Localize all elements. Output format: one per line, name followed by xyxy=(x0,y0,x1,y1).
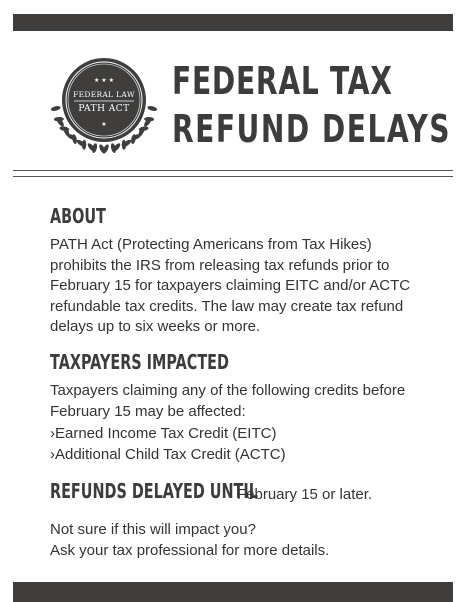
impacted-heading: TAXPAYERS IMPACTED xyxy=(50,350,229,374)
credit-list-item: ›Additional Child Tax Credit (ACTC) xyxy=(50,445,286,463)
about-line: February 15 for taxpayers claiming EITC and/or ACTC xyxy=(50,277,411,295)
laurel-leaf-icon xyxy=(82,140,87,150)
impacted-text xyxy=(50,381,450,465)
divider xyxy=(13,176,453,177)
laurel-leaf-icon xyxy=(144,117,154,122)
divider xyxy=(13,170,453,171)
seal-icon xyxy=(44,48,164,158)
refunds-delayed-date: February 15 or later. xyxy=(237,486,373,503)
refunds-delayed-row xyxy=(50,479,373,503)
credit-list-item: ›Earned Income Tax Credit (EITC) xyxy=(50,425,277,443)
about-line: prohibits the IRS from releasing tax refunds prior to xyxy=(50,256,390,274)
footer-note-line: Not sure if this will impact you? xyxy=(50,521,256,538)
about-text xyxy=(50,235,450,338)
laurel-leaf-icon xyxy=(147,105,158,112)
top-banner-bar xyxy=(13,14,453,31)
page-title-line2: REFUND DELAYS xyxy=(172,107,451,151)
about-line: delays up to six weeks or more. xyxy=(50,318,261,336)
page-title-line1: FEDERAL TAX xyxy=(172,59,393,103)
about-line: PATH Act (Protecting Americans from Tax Hikes) xyxy=(50,236,372,253)
refunds-delayed-heading: REFUNDS DELAYED UNTIL xyxy=(50,479,258,503)
star-icon: ★ ★ ★ xyxy=(94,77,114,84)
seal-line2: PATH ACT xyxy=(78,104,130,114)
laurel-leaf-icon xyxy=(50,105,61,112)
seal-line1: FEDERAL LAW xyxy=(73,90,135,99)
about-heading: ABOUT xyxy=(50,204,106,228)
footer-note-line: Ask your tax professional for more details. xyxy=(50,541,330,559)
impacted-intro-line: February 15 may be affected: xyxy=(50,402,246,420)
star-icon: ★ xyxy=(101,121,107,128)
bottom-banner-bar xyxy=(13,582,453,602)
path-act-seal xyxy=(44,48,164,158)
about-line: refundable tax credits. The law may create tax refund xyxy=(50,297,404,315)
impacted-intro-line: Taxpayers claiming any of the following credits before xyxy=(50,382,406,399)
footer-note xyxy=(50,520,450,561)
